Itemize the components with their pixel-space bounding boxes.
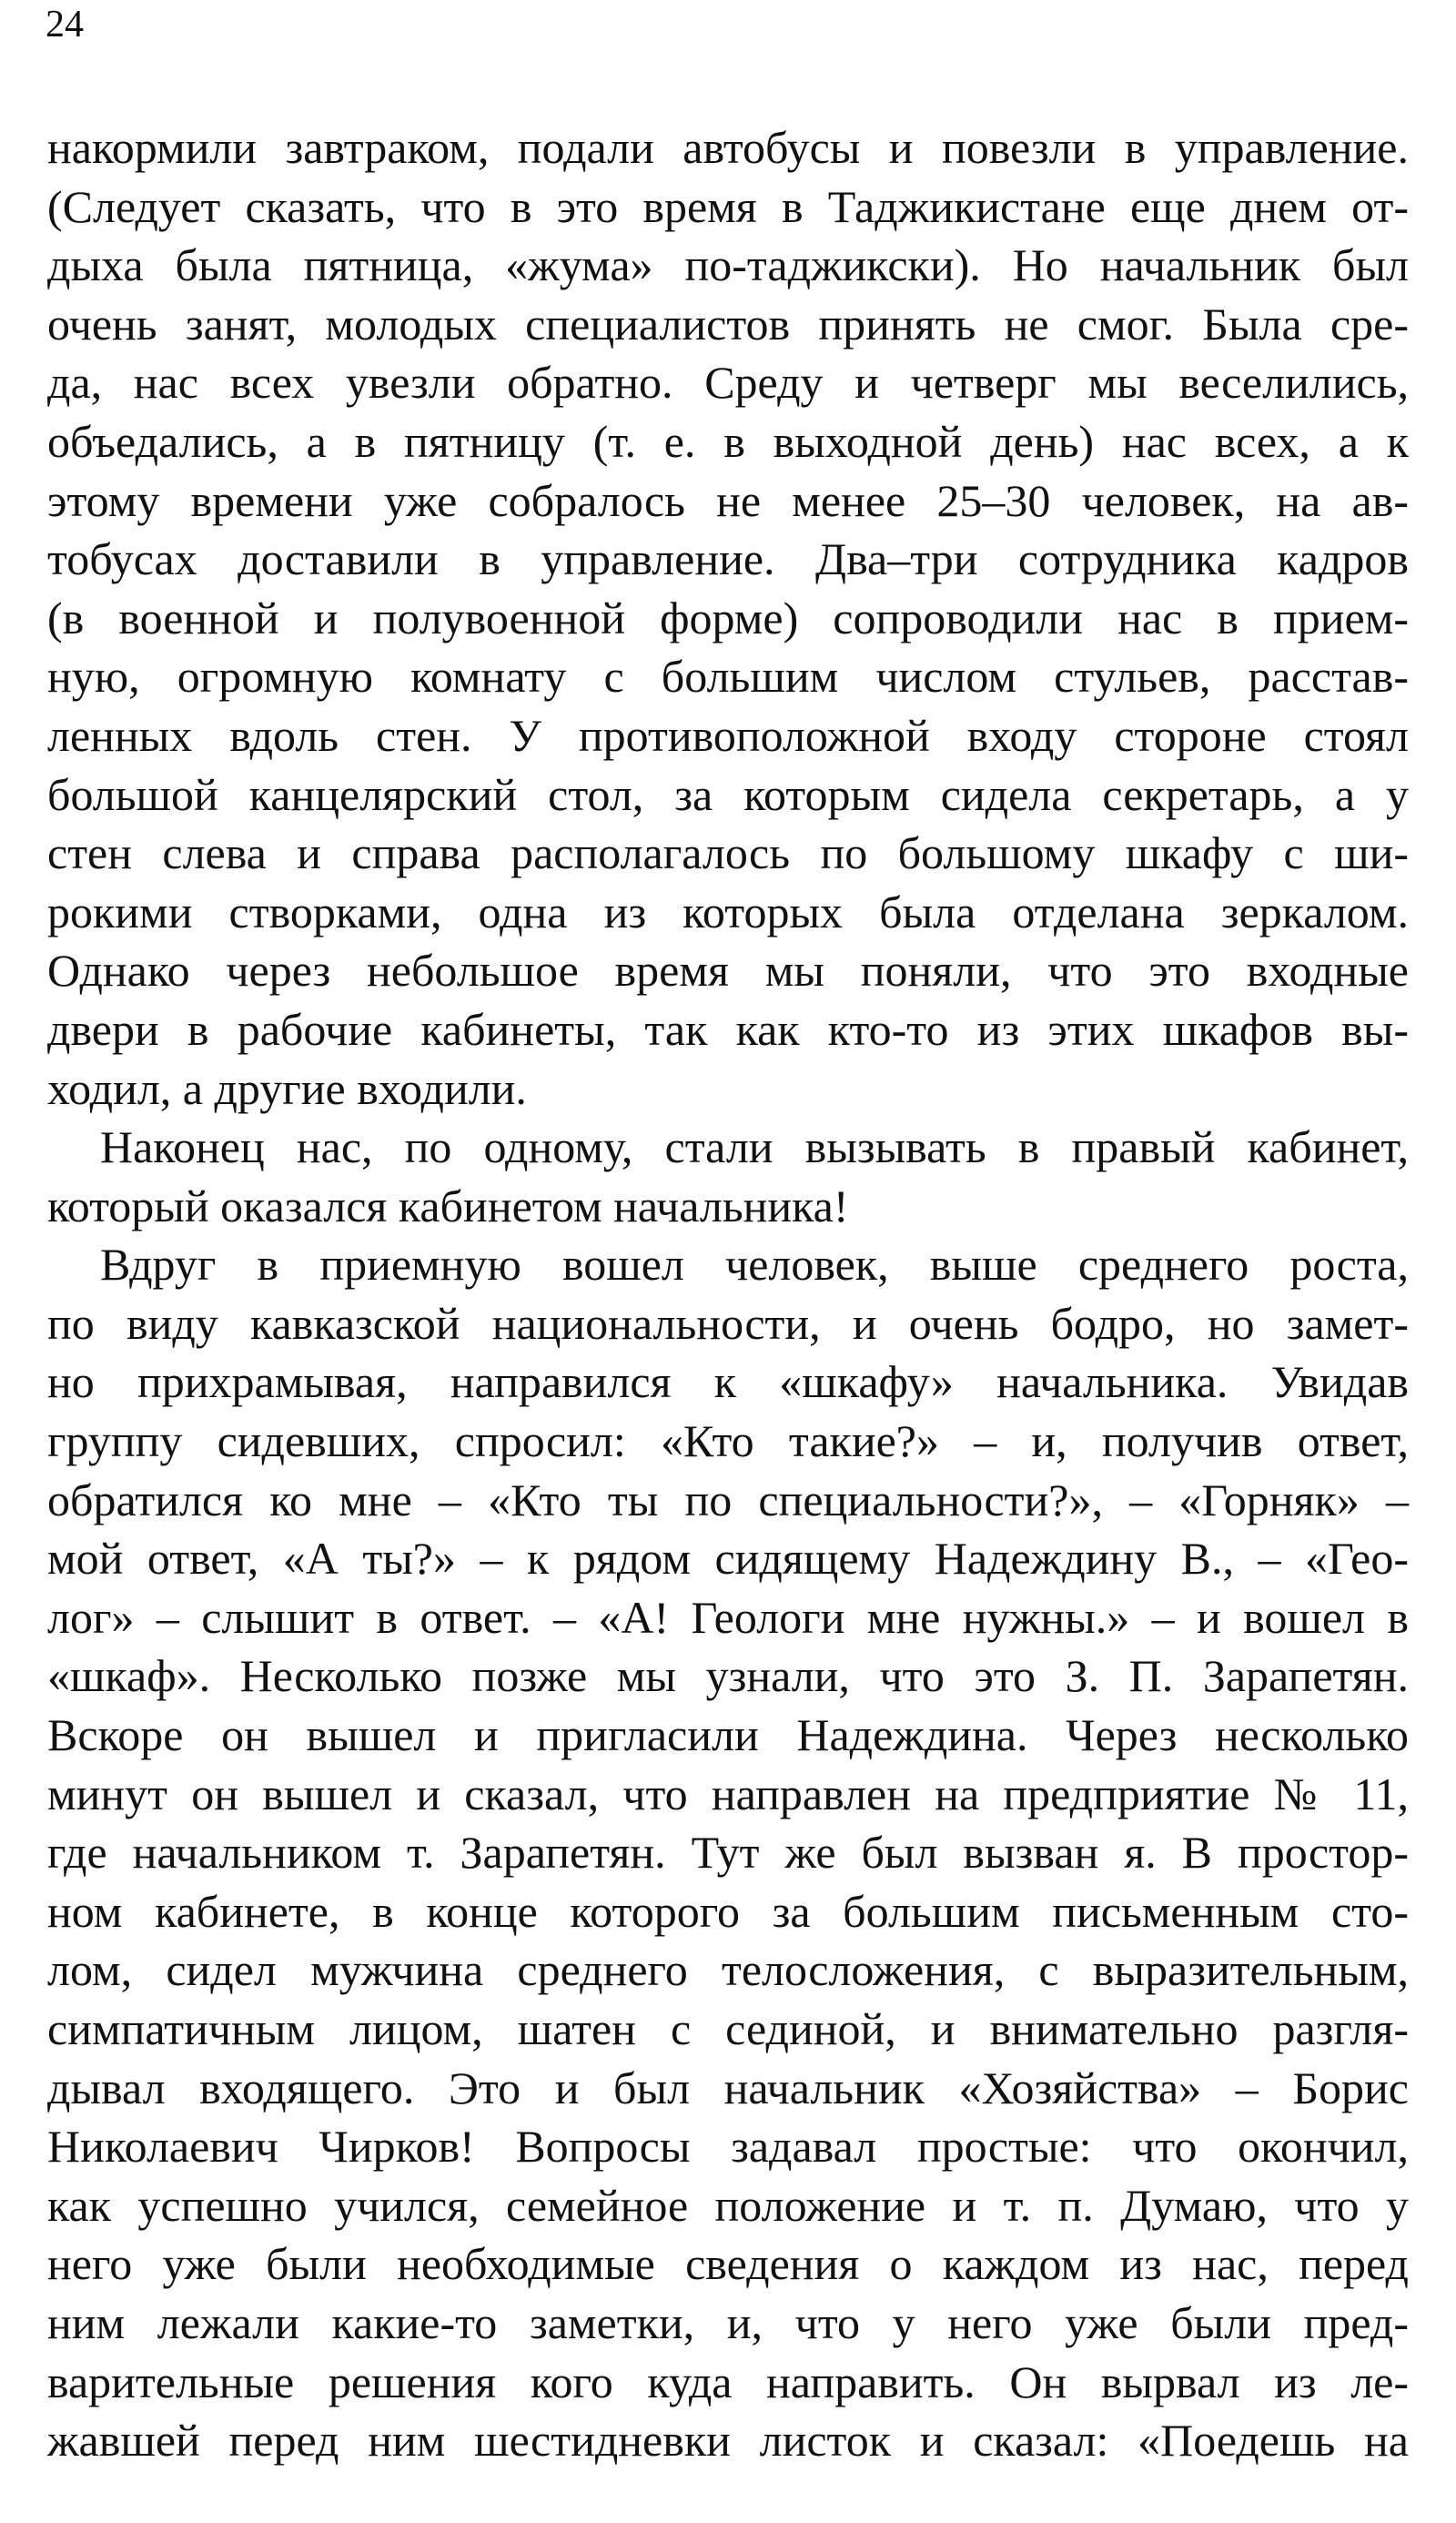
text-line: ном кабинете, в конце которого за большим письменным сто-: [47, 1885, 1409, 1937]
text-line: «шкаф». Несколько позже мы узнали, что это З. П. Зарапетян.: [47, 1650, 1409, 1702]
text-line: Николаевич Чирков! Вопросы задавал простые: что окончил,: [47, 2121, 1409, 2173]
text-line: тобусах доставили в управление. Два–три сотрудника кадров: [47, 533, 1409, 585]
text-line: Однако через небольшое время мы поняли, что это входные: [47, 945, 1409, 997]
text-line: дыха была пятница, «жума» по-таджикски). Но начальник был: [47, 239, 1409, 291]
text-line: ходил, а другие входили.: [47, 1062, 527, 1114]
text-line: очень занят, молодых специалистов принять не смог. Была сре-: [47, 298, 1409, 350]
text-line: стен слева и справа располагалось по большому шкафу с ши-: [47, 827, 1409, 879]
page-number: 24: [46, 4, 84, 46]
text-line: обратился ко мне – «Кто ты по специальности?», – «Горняк» –: [47, 1474, 1409, 1525]
text-line: мой ответ, «А ты?» – к рядом сидящему Надеждину В., – «Гео-: [47, 1533, 1409, 1585]
text-line: да, нас всех увезли обратно. Среду и четверг мы веселились,: [47, 357, 1409, 409]
text-line: рокими створками, одна из которых была отделана зеркалом.: [47, 886, 1409, 937]
text-line: который оказался кабинетом начальника!: [47, 1180, 849, 1231]
text-line: ленных вдоль стен. У противоположной входу стороне стоял: [47, 709, 1409, 761]
text-line: как успешно учился, семейное положение и т. п. Думаю, что у: [47, 2179, 1409, 2231]
paragraph-1: [47, 118, 1409, 1118]
text-line: минут он вышел и сказал, что направлен на предприятие № 11,: [47, 1768, 1409, 1819]
text-line: лом, сидел мужчина среднего телосложения, с выразительным,: [47, 1944, 1409, 1996]
text-line: симпатичным лицом, шатен с сединой, и внимательно разгля-: [47, 2003, 1409, 2054]
text-line: (в военной и полувоенной форме) сопроводили нас в прием-: [47, 592, 1409, 643]
text-line: (Следует сказать, что в это время в Таджикистане еще днем от-: [47, 180, 1409, 232]
text-line: этому времени уже собралось не менее 25–30 человек, на ав-: [47, 474, 1409, 526]
text-line: где начальником т. Зарапетян. Тут же был вызван я. В простор-: [47, 1827, 1409, 1879]
text-line: двери в рабочие кабинеты, так как кто-то из этих шкафов вы-: [47, 1003, 1409, 1055]
text-line: жавшей перед ним шестидневки листок и сказал: «Поедешь на: [47, 2415, 1409, 2467]
paragraph-2: [47, 1118, 1409, 1235]
text-line: него уже были необходимые сведения о каждом из нас, перед: [47, 2238, 1409, 2290]
text-line: большой канцелярский стол, за которым сидела секретарь, а у: [47, 768, 1409, 820]
text-line: дывал входящего. Это и был начальник «Хозяйства» – Борис: [47, 2062, 1409, 2113]
text-line: но прихрамывая, направился к «шкафу» начальника. Увидав: [47, 1356, 1409, 1408]
text-line: Наконец нас, по одному, стали вызывать в правый кабинет,: [100, 1121, 1409, 1173]
paragraph-3: [47, 1235, 1409, 2469]
text-line: накормили завтраком, подали автобусы и повезли в управление.: [47, 122, 1409, 173]
text-line: ним лежали какие-то заметки, и, что у него уже были пред-: [47, 2296, 1409, 2348]
text-line: лог» – слышит в ответ. – «А! Геологи мне нужны.» – и вошел в: [47, 1591, 1409, 1643]
text-line: объедались, а в пятницу (т. е. в выходной день) нас всех, а к: [47, 415, 1409, 467]
text-line: варительные решения кого куда направить. Он вырвал из ле-: [47, 2356, 1409, 2407]
text-line: Вскоре он вышел и пригласили Надеждина. Через несколько: [47, 1709, 1409, 1761]
text-line: ную, огромную комнату с большим числом стульев, расстав-: [47, 651, 1409, 703]
page-text: [47, 118, 1409, 2470]
text-line: по виду кавказской национальности, и очень бодро, но замет-: [47, 1297, 1409, 1349]
text-line: группу сидевших, спросил: «Кто такие?» – и, получив ответ,: [47, 1415, 1409, 1467]
text-line: Вдруг в приемную вошел человек, выше среднего роста,: [100, 1239, 1409, 1291]
